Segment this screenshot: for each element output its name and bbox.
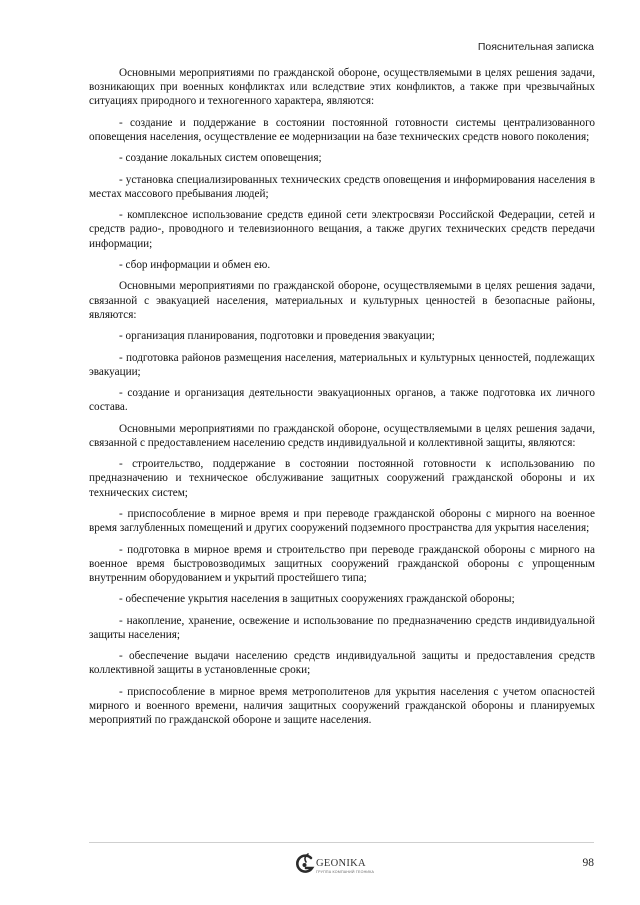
footer-divider [89, 842, 594, 843]
geonika-logo [295, 853, 385, 879]
paragraph: - строительство, поддержание в состоянии постоянной готовности к использованию по предназначению и техническое обслуживание защитных сооружений гражданской обороны и их технических систем; [89, 458, 595, 499]
paragraph: - организация планирования, подготовки и проведения эвакуации; [119, 330, 435, 343]
paragraph: Основными мероприятиями по гражданской обороне, осуществляемыми в целях решения задачи, возникающих при военных конфликтах или вследствие этих конфликтов, а также при чрезвычайных ситуациях природного и техногенного характера, являются: [89, 67, 595, 108]
logo-tagline: ГРУППА КОМПАНИЙ ГЕОНИКА [316, 870, 375, 874]
paragraph: - подготовка районов размещения населения, материальных и культурных ценностей, подлежащих эвакуации; [89, 351, 595, 378]
paragraph: - приспособление в мирное время и при переводе гражданской обороны с мирного на военное время заглубленных помещений и других сооружений подземного пространства для укрытия населения; [89, 508, 595, 535]
geonika-logo-icon [295, 853, 315, 877]
paragraph: Основными мероприятиями по гражданской обороне, осуществляемыми в целях решения задачи, связанной с эвакуацией населения, материальных и культурных ценностей в безопасные районы, являются: [89, 280, 595, 321]
paragraph: - подготовка в мирное время и строительство при переводе гражданской обороны с мирного на военное время быстровозводимых защитных сооружений гражданской обороны с упрощенным внутренним оборудованием и укрытий простейшего типа; [89, 543, 595, 584]
paragraph: - установка специализированных технических средств оповещения и информирования населения в местах массового пребывания людей; [89, 173, 595, 200]
page-header-title: Пояснительная записка [477, 41, 594, 53]
paragraph: - обеспечение выдачи населению средств индивидуальной защиты и предоставления средств коллективной защиты в установленные сроки; [89, 650, 595, 677]
paragraph: - создание и поддержание в состоянии постоянной готовности системы централизованного оповещения населения, осуществление ее модернизации на базе технических средств нового поколения; [89, 116, 595, 143]
paragraph: - сбор информации и обмен ею. [119, 258, 271, 271]
paragraph: - накопление, хранение, освежение и использование по предназначению средств индивидуальной защиты населения; [89, 614, 595, 641]
page-number: 98 [582, 857, 594, 869]
logo-name: GEONIKA [316, 858, 366, 869]
paragraph: - создание и организация деятельности эвакуационных органов, а также подготовка их личного состава. [89, 387, 595, 414]
paragraph: - комплексное использование средств единой сети электросвязи Российской Федерации, сетей и средств радио-, проводного и телевизионного вещания, а также других технических средств передачи информации; [89, 209, 595, 250]
paragraph: - создание локальных систем оповещения; [119, 152, 322, 165]
paragraph: Основными мероприятиями по гражданской обороне, осуществляемыми в целях решения задачи, связанной с предоставлением населению средств индивидуальной и коллективной защиты, являются: [89, 422, 595, 449]
paragraph: - приспособление в мирное время метрополитенов для укрытия населения с учетом опасностей мирного и военного времени, наличия защитных сооружений гражданской обороны и планируемых мероприятий по гражданской обороне и защите населения. [89, 685, 595, 727]
document-body [89, 66, 595, 735]
paragraph: - обеспечение укрытия населения в защитных сооружениях гражданской обороны; [119, 593, 515, 606]
